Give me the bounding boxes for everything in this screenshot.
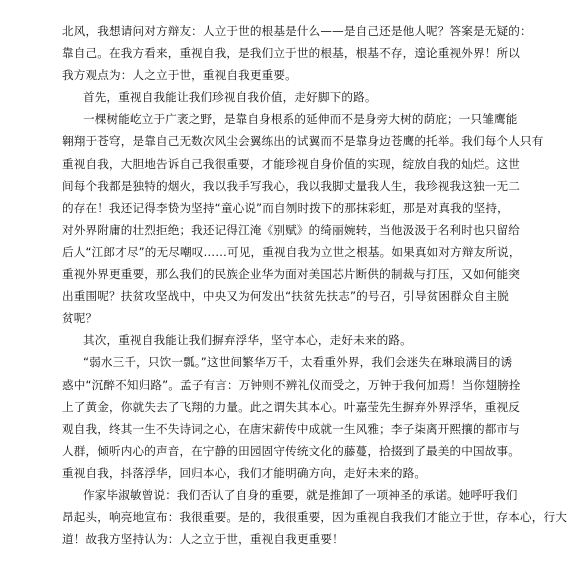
essay-line: 后人“江郎才尽”的无尽嘲叹……可见，重视自我为立世之根基。如果真如对方辩友所说， bbox=[62, 244, 521, 259]
essay-line: 作家毕淑敏曾说：我们否认了自身的重要，就是推卸了一项神圣的承诺。她呼吁我们 bbox=[83, 487, 518, 502]
essay-line: 对外界附庸的壮烈拒绝；我还记得江淹《别赋》的绮丽婉转，当他汲汲于名利时也只留给 bbox=[62, 222, 521, 237]
essay-line: 间每个我都是独特的烟火，我以我手写我心，我以我脚丈量我人生，我珍视我这独一无二 bbox=[62, 178, 521, 193]
essay-line: 上了黄金，你就失去了飞翔的力量。此之谓失其本心。叶嘉莹先生摒弃外界浮华，重视反 bbox=[62, 399, 521, 414]
essay-line: 观自我，终其一生不失诗词之心，在唐宋薪传中成就一生风雅；李子柒离开熙攘的都市与 bbox=[62, 421, 521, 436]
essay-line: 一棵树能屹立于广袤之野，是靠自身根系的延伸而不是身旁大树的荫庇；一只雏鹰能 bbox=[83, 112, 518, 127]
essay-line: 惑中“沉醉不知归路”。孟子有言：万钟则不辨礼仪而受之，万钟于我何加焉！当你翅膀拴 bbox=[62, 377, 521, 392]
essay-line: 翱翔于苍穹，是靠自己无数次风尘会翼练出的试翼而不是靠身边苍鹰的托举。我们每个人只有 bbox=[62, 134, 544, 149]
essay-line: 人群，倾听内心的声音，在宁静的田园固守传统文化的藤蔓，拾掇到了最美的中国故事。 bbox=[62, 443, 521, 458]
essay-line: 重视外界更重要，那么我们的民族企业华为面对美国芯片断供的制裁与打压，又如何能突 bbox=[62, 267, 521, 282]
essay-line: 北风，我想请问对方辩友：人立于世的根基是什么——是自己还是他人呢？答案是无疑的： bbox=[62, 24, 532, 38]
essay-line: 的存在！我还记得李贽为坚持“童心说”而自刎时拨下的那抹彩虹，那是对真我的坚持， bbox=[62, 200, 509, 215]
essay-line: 出重围呢？扶贫攻坚战中，中央又为何发出“扶贫先扶志”的号召，引导贫困群众自主脱 bbox=[62, 289, 509, 304]
essay-line: 道！故我方坚持认为：人之立于世，重视自我更重要！ bbox=[62, 532, 344, 547]
essay-line: 重视自我，抖落浮华，回归本心，我们才能明确方向，走好未来的路。 bbox=[62, 465, 427, 480]
essay-line: 靠自己。在我方看来，重视自我，是我们立于世的根基，根基不存，遑论重视外界！所以 bbox=[62, 46, 521, 61]
essay-body bbox=[62, 20, 567, 550]
essay-line: 贫呢？ bbox=[62, 311, 98, 326]
essay-line: “弱水三千，只饮一瓢。”这世间繁华万千，太看重外界，我们会迷失在琳琅满目的诱 bbox=[83, 355, 513, 370]
essay-line: 我方观点为：人之立于世，重视自我更重要。 bbox=[62, 68, 297, 83]
essay-line: 重视自我，大胆地告诉自己我很重要，才能珍视自身价值的实现，绽放自我的灿烂。这世 bbox=[62, 156, 521, 171]
essay-line: 其次，重视自我能让我们摒弃浮华，坚守本心，走好未来的路。 bbox=[83, 333, 412, 348]
essay-line: 首先，重视自我能让我们珍视自我价值，走好脚下的路。 bbox=[83, 90, 377, 105]
essay-line: 昂起头，响亮地宣布：我很重要。是的，我很重要，因为重视自我我们才能立于世，存本心，行大 bbox=[62, 510, 567, 525]
